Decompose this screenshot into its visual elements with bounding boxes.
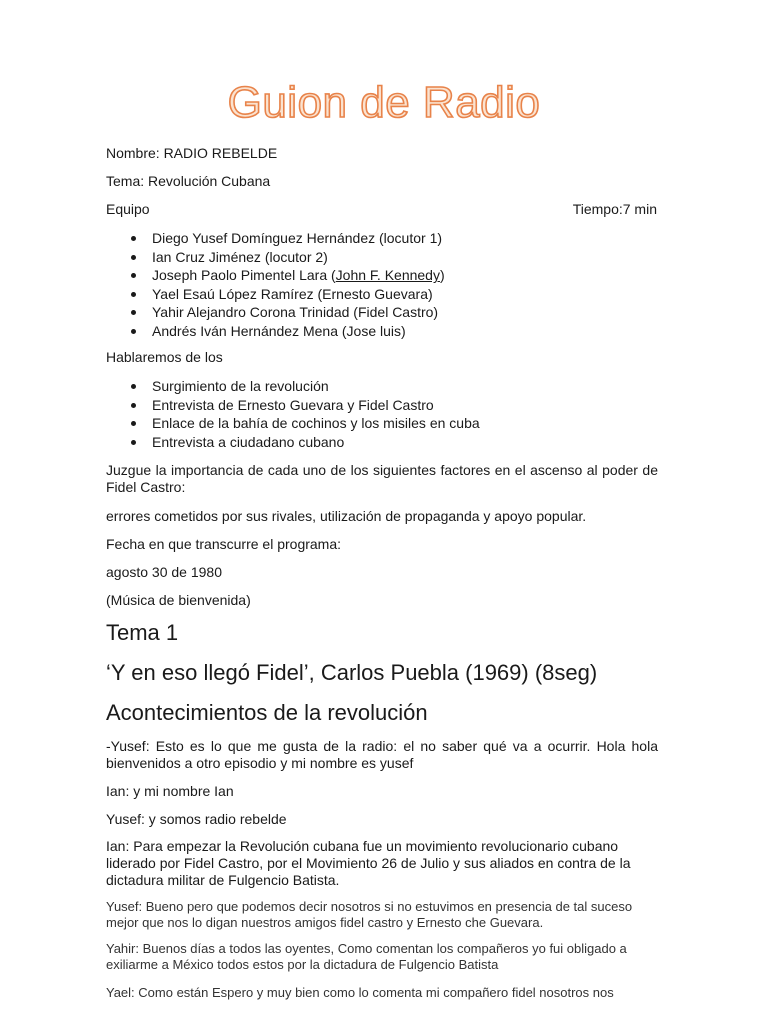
topic-item: Enlace de la bahía de cochinos y los misiles en cuba [106,414,480,433]
station-name: Nombre: RADIO REBELDE [106,145,278,161]
date-value: agosto 30 de 1980 [106,564,222,580]
dialogue-line: Ian: Para empezar la Revolución cubana fue un movimiento revolucionario cubano liderado por Fidel Castro, por el Movimiento 26 de Julio y sus aliados en contra de la dictadura militar de Fulgencio Batista. [106,838,631,888]
bullet-icon [131,329,136,334]
bullet-icon [131,403,136,408]
bullet-icon [131,440,136,445]
topic-item: Entrevista de Ernesto Guevara y Fidel Castro [106,396,480,415]
bullet-icon [131,310,136,315]
bullet-icon [131,273,136,278]
team-member: Diego Yusef Domínguez Hernández (locutor 1) [106,229,445,248]
kennedy-link[interactable]: John F. Kennedy [335,267,440,284]
team-member: Joseph Paolo Pimentel Lara (John F. Kennedy) [106,266,445,285]
topics-label: Hablaremos de los [106,349,223,365]
date-label: Fecha en que transcurre el programa: [106,536,342,552]
bullet-icon [131,384,136,389]
document-title: Guion de Radio [227,78,541,127]
dialogue-line: Yahir: Buenos días a todos las oyentes, Como comentan los compañeros yo fui obligado a exiliarme a México todos estos por la dictadura de Fulgencio Batista [106,941,627,972]
duration-label: Tiempo:7 min [572,201,657,217]
topic-item: Entrevista a ciudadano cubano [106,433,480,452]
section-heading-events: Acontecimientos de la revolución [106,700,428,725]
question-paragraph: Juzgue la importancia de cada uno de los siguientes factores en el ascenso al poder de Fidel Castro: [106,462,658,495]
song-heading: ‘Y en eso llegó Fidel’, Carlos Puebla (1969) (8seg) [106,660,598,685]
dialogue-line: Ian: y mi nombre Ian [106,783,234,799]
bullet-icon [131,292,136,297]
team-label: Equipo [106,201,150,217]
team-member: Andrés Iván Hernández Mena (Jose luis) [106,322,445,341]
topics-list [106,377,480,451]
factors-line: errores cometidos por sus rivales, utilización de propaganda y apoyo popular. [106,508,587,524]
bullet-icon [131,421,136,426]
bullet-icon [131,236,136,241]
team-member: Ian Cruz Jiménez (locutor 2) [106,248,445,267]
team-member: Yahir Alejandro Corona Trinidad (Fidel Castro) [106,303,445,322]
team-member: Yael Esaú López Ramírez (Ernesto Guevara) [106,285,445,304]
dialogue-line: -Yusef: Esto es lo que me gusta de la radio: el no saber qué va a ocurrir. Hola hola bienvenidos a otro episodio y mi nombre es yusef [106,738,658,771]
section-heading-tema1: Tema 1 [106,620,179,645]
team-list [106,229,445,341]
dialogue-line: Yusef: y somos radio rebelde [106,811,287,827]
topic-line: Tema: Revolución Cubana [106,173,271,189]
music-cue: (Música de bienvenida) [106,592,251,608]
dialogue-line: Yael: Como están Espero y muy bien como lo comenta mi compañero fidel nosotros nos [106,985,614,1000]
dialogue-line: Yusef: Bueno pero que podemos decir nosotros si no estuvimos en presencia de tal suceso mejor que nos lo digan nuestros amigos fidel castro y Ernesto che Guevara. [106,899,633,930]
bullet-icon [131,255,136,260]
topic-item: Surgimiento de la revolución [106,377,480,396]
